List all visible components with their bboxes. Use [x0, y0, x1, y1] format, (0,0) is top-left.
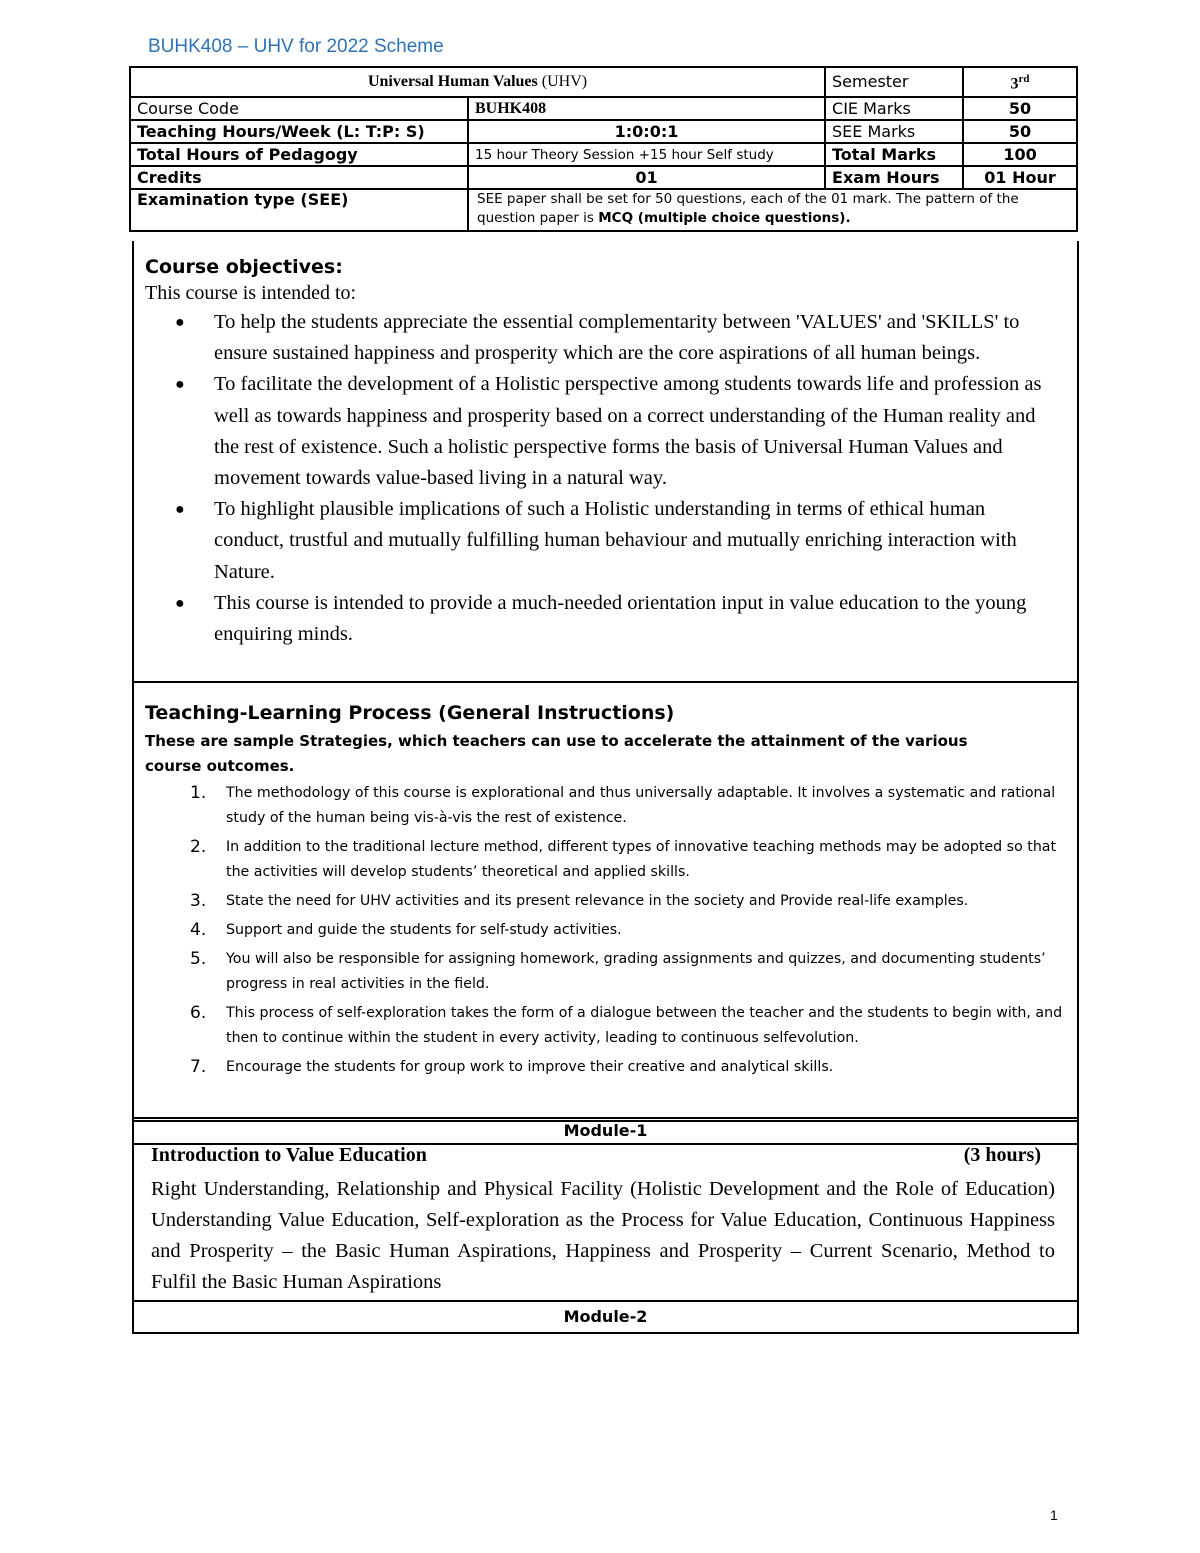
objective-text: To help the students appreciate the essential complementarity between 'VALUES' and 'SKILLS' to ensure sustained happiness and prosperity which are the core aspirations of all human beings.: [214, 311, 1020, 365]
tlp-item: [146, 1001, 1066, 1051]
tlp-heading: Teaching-Learning Process (General Instructions): [145, 702, 675, 724]
exam-type-text: SEE paper shall be set for 50 questions, each of the 01 mark. The pattern of the question paper is: [477, 191, 1019, 226]
tlp-item-number: 5.: [190, 949, 207, 969]
tlp-item-number: 7.: [190, 1057, 207, 1077]
tlp-item-text: The methodology of this course is explorational and thus universally adaptable. It involves a systematic and rational study of the human being vis-à-vis the rest of existence.: [226, 785, 1056, 826]
objectives-intro: This course is intended to:: [145, 282, 357, 304]
tlp-item-number: 6.: [190, 1003, 207, 1023]
objectives-list: [146, 307, 1056, 650]
module-1-title: Introduction to Value Education: [151, 1144, 427, 1166]
objective-text: This course is intended to provide a much-needed orientation input in value education to the young enquiring minds.: [214, 591, 1027, 646]
semester-value: 3: [1010, 75, 1019, 93]
see-value: 50: [963, 120, 1077, 143]
info-row-credits: [130, 166, 1077, 189]
credits-value: 01: [468, 166, 825, 189]
module-1-label: Module-1: [132, 1117, 1079, 1145]
see-label: SEE Marks: [825, 120, 963, 143]
bullet-icon: ●: [175, 314, 185, 331]
tlp-item-text: Support and guide the students for self-study activities.: [226, 922, 622, 938]
semester-label: Semester: [825, 67, 963, 97]
course-code-label: Course Code: [130, 97, 468, 120]
info-row-title: [130, 67, 1077, 97]
tlp-item-number: 1.: [190, 783, 207, 803]
course-title-abbr: (UHV): [541, 73, 588, 90]
semester-value-cell: [963, 67, 1077, 97]
module-1-title-row: [151, 1144, 1041, 1167]
pedagogy-value: 15 hour Theory Session +15 hour Self study: [468, 143, 825, 166]
tlp-item-text: In addition to the traditional lecture method, different types of innovative teaching methods may be adopted so that the activities will develop students’ theoretical and applied skills.: [226, 839, 1057, 880]
info-row-teaching: [130, 120, 1077, 143]
tlp-item-number: 4.: [190, 920, 207, 940]
course-title-cell: [130, 67, 825, 97]
tlp-item-text: State the need for UHV activities and its present relevance in the society and Provide real-life examples.: [226, 893, 969, 909]
tlp-list: [146, 781, 1066, 1084]
pedagogy-label: Total Hours of Pedagogy: [130, 143, 468, 166]
exam-type-label: Examination type (SEE): [130, 189, 468, 231]
total-marks-value: 100: [963, 143, 1077, 166]
tlp-item: [146, 1055, 1066, 1080]
course-objectives-section: [132, 241, 1079, 683]
course-title: Universal Human Values: [367, 73, 538, 90]
tlp-item: [146, 918, 1066, 943]
semester-suffix: rd: [1018, 73, 1030, 86]
tlp-item: [146, 889, 1066, 914]
objective-item: [146, 369, 1056, 494]
course-code-value: BUHK408: [468, 97, 825, 120]
module-1-hours: (3 hours): [963, 1144, 1041, 1166]
course-info-table: [129, 66, 1078, 232]
teaching-value: 1:0:0:1: [468, 120, 825, 143]
page-number: 1: [1050, 1507, 1058, 1523]
tlp-item-number: 2.: [190, 837, 207, 857]
info-row-exam-type: [130, 189, 1077, 231]
objective-text: To highlight plausible implications of such a Holistic understanding in terms of ethical human conduct, trustful and mutually fulfilling human behaviour and mutually enriching interaction with Nature.: [214, 498, 1017, 583]
objective-text: To facilitate the development of a Holistic perspective among students towards life and profession as well as towards happiness and prosperity based on a correct understanding of the Human reality and the rest of existence. Such a holistic perspective forms the basis of Universal Human Values and movement towards value-based living in a natural way.: [214, 373, 1042, 490]
cie-label: CIE Marks: [825, 97, 963, 120]
bullet-icon: ●: [175, 501, 185, 519]
objective-item: [146, 307, 1056, 369]
exam-hours-label: Exam Hours: [825, 166, 963, 189]
tlp-item-text: This process of self-exploration takes the form of a dialogue between the teacher and the students to begin with, and then to continue within the student in every activity, leading to continuous selfevolution.: [226, 1005, 1063, 1046]
module-1-section: [132, 1143, 1079, 1302]
cie-value: 50: [963, 97, 1077, 120]
bullet-icon: ●: [175, 376, 185, 394]
tlp-item: [146, 947, 1066, 997]
exam-type-description: [468, 189, 1077, 231]
info-row-course-code: [130, 97, 1077, 120]
page-header: BUHK408 – UHV for 2022 Scheme: [148, 36, 444, 57]
objective-item: [146, 588, 1056, 650]
objective-item: [146, 494, 1056, 588]
tlp-item-text: Encourage the students for group work to improve their creative and analytical skills.: [226, 1059, 834, 1075]
module-1-body: Right Understanding, Relationship and Physical Facility (Holistic Development and the Role of Education) Understanding Value Education, Self-exploration as the Process for Value Education, Continuous Happiness and Prosperity – the Basic Human Aspirations, Happiness and Prosperity – Current Scenario, Method to Fulfil the Basic Human Aspirations: [151, 1178, 1055, 1293]
objectives-heading: Course objectives:: [145, 256, 343, 278]
bullet-icon: ●: [175, 594, 185, 612]
tlp-item: [146, 835, 1066, 885]
teaching-label: Teaching Hours/Week (L: T:P: S): [130, 120, 468, 143]
tlp-item-text: You will also be responsible for assigning homework, grading assignments and quizzes, and documenting students’ progress in real activities in the field.: [226, 951, 1046, 992]
tlp-subheading: These are sample Strategies, which teachers can use to accelerate the attainment of the various course outcomes.: [145, 732, 968, 775]
teaching-learning-section: [132, 681, 1079, 1122]
exam-type-mcq: MCQ (multiple choice questions).: [598, 210, 851, 226]
module-2-label: Module-2: [132, 1300, 1079, 1334]
credits-label: Credits: [130, 166, 468, 189]
exam-hours-value: 01 Hour: [963, 166, 1077, 189]
tlp-item-number: 3.: [190, 891, 207, 911]
info-row-pedagogy: [130, 143, 1077, 166]
tlp-item: [146, 781, 1066, 831]
total-marks-label: Total Marks: [825, 143, 963, 166]
